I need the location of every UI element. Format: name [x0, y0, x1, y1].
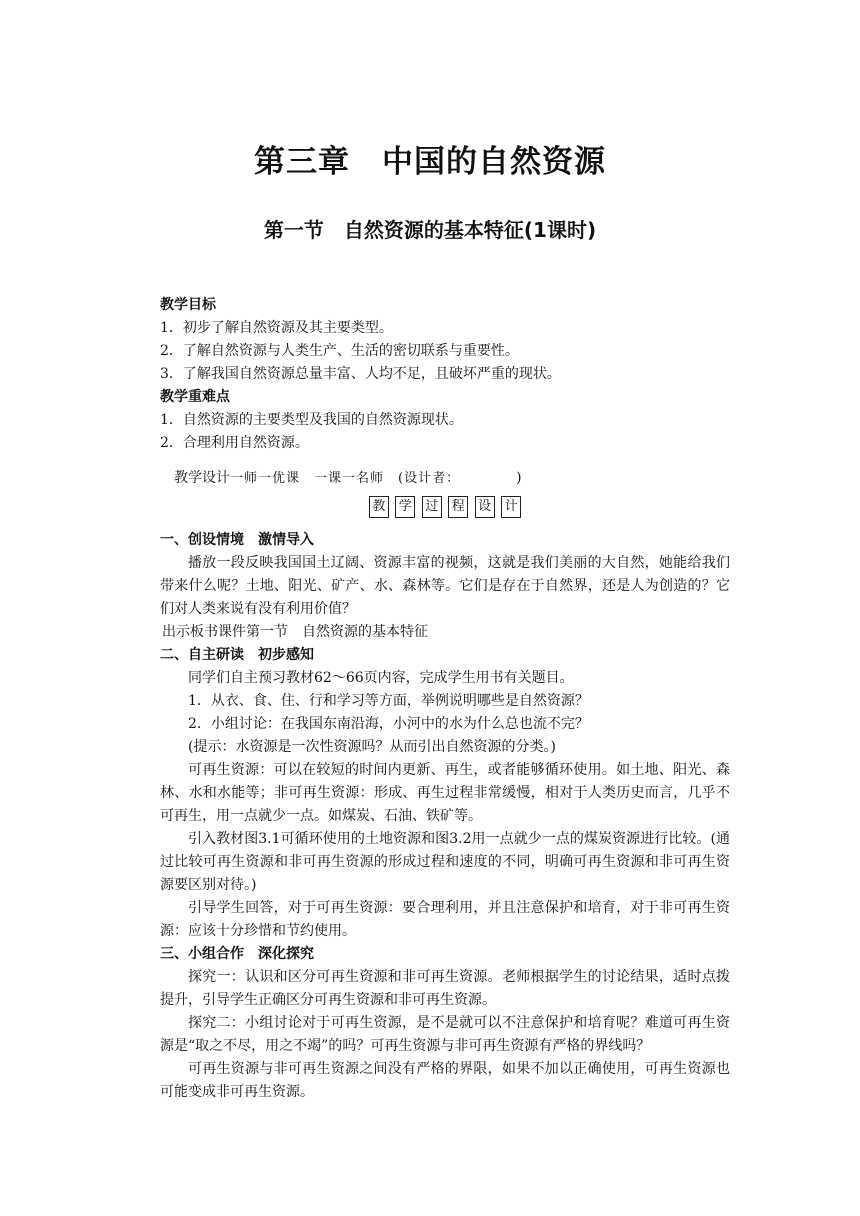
part3-heading: 三、小组合作 深化探究 — [160, 946, 314, 962]
process-box: 学 — [395, 496, 415, 518]
process-box: 计 — [501, 496, 521, 518]
process-boxes — [160, 495, 730, 523]
goal-item: 2．了解自然资源与人类生产、生活的密切联系与重要性。 — [160, 343, 519, 359]
chapter-title: 第三章 中国的自然资源 — [254, 144, 606, 180]
goal-item: 1．初步了解自然资源及其主要类型。 — [160, 320, 393, 336]
goal-item: 3．了解我国自然资源总量丰富、人均不足，且破坏严重的现状。 — [160, 366, 561, 382]
process-box: 设 — [475, 496, 495, 518]
question-item: 2．小组讨论：在我国东南沿海，小河中的水为什么总也流不完？ — [188, 716, 589, 732]
renewable-paragraph: 可再生资源：可以在较短的时间内更新、再生，或者能够循环使用。如土地、阳光、森林、水和水能等；非可再生资源：形成、再生过程非常缓慢，相对于人类历史而言，几乎不可再生，用一点就少一点。如煤炭、石油、铁矿等。 — [160, 762, 730, 824]
lesson-content — [160, 294, 730, 1104]
key-point-item: 1．自然资源的主要类型及我国的自然资源现状。 — [160, 412, 463, 428]
design-row — [174, 467, 730, 493]
design-subtitle: 一师一优课 一课一名师 (设计者： — [230, 471, 461, 486]
section-title: 第一节 自然资源的基本特征(1课时) — [263, 218, 597, 242]
process-box: 教 — [369, 496, 389, 518]
key-points-heading: 教学重难点 — [160, 389, 230, 405]
board-note: 出示板书课件第一节 自然资源的基本特征 — [162, 624, 428, 640]
question-item: 1．从衣、食、住、行和学习等方面，举例说明哪些是自然资源？ — [188, 693, 589, 709]
explore2-paragraph: 探究二：小组讨论对于可再生资源，是不是就可以不注意保护和培育呢？难道可再生资源是“取之不尽，用之不竭”的吗？可再生资源与非可再生资源有严格的界线吗？ — [160, 1015, 730, 1054]
part2-heading: 二、自主研读 初步感知 — [160, 647, 314, 663]
goals-heading: 教学目标 — [160, 297, 216, 313]
hint-text: (提示：水资源是一次性资源吗？从而引出自然资源的分类。) — [188, 739, 556, 755]
design-close-paren: ) — [516, 470, 522, 486]
key-point-item: 2．合理利用自然资源。 — [160, 435, 309, 451]
design-label: 教学设计 — [174, 470, 230, 486]
compare-paragraph: 引入教材图3.1可循环使用的土地资源和图3.2用一点就少一点的煤炭资源进行比较。(通过比较可再生资源和非可再生资源的形成过程和速度的不同，明确可再生资源和非可再生资源要区别对待。) — [160, 831, 730, 893]
part1-paragraph: 播放一段反映我国国土辽阔、资源丰富的视频，这就是我们美丽的大自然，她能给我们带来什么呢？土地、阳光、矿产、水、森林等。它们是存在于自然界，还是人为创造的？它们对人类来说有没有利用价值？ — [160, 555, 730, 617]
conclusion-paragraph: 可再生资源与非可再生资源之间没有严格的界限，如果不加以正确使用，可再生资源也可能变成非可再生资源。 — [160, 1061, 730, 1100]
process-box: 过 — [422, 496, 442, 518]
part2-intro: 同学们自主预习教材62～66页内容，完成学生用书有关题目。 — [188, 670, 574, 686]
part1-heading: 一、创设情境 激情导入 — [160, 532, 314, 548]
explore1-paragraph: 探究一：认识和区分可再生资源和非可再生资源。老师根据学生的讨论结果，适时点拨提升，引导学生正确区分可再生资源和非可再生资源。 — [160, 969, 730, 1008]
guide-paragraph: 引导学生回答，对于可再生资源：要合理利用，并且注意保护和培育，对于非可再生资源：应该十分珍惜和节约使用。 — [160, 900, 730, 939]
process-box: 程 — [448, 496, 468, 518]
